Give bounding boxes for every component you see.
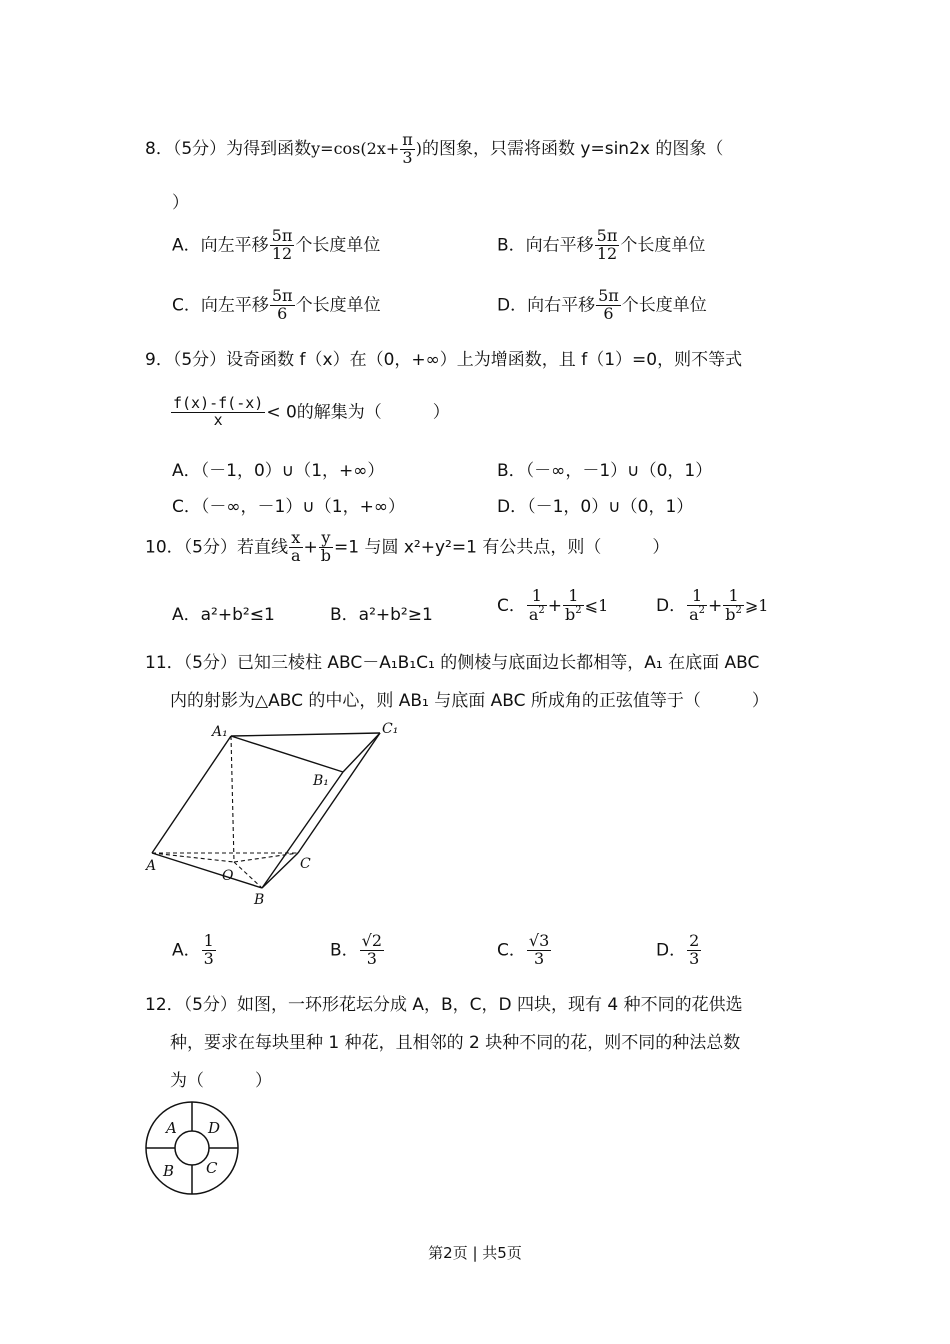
q8-stem <box>145 132 723 167</box>
frac-den: 3 <box>203 948 214 968</box>
q8-pi: π <box>402 130 413 149</box>
frac-den <box>723 606 744 624</box>
q9-rest: < 0的解集为（ ） <box>266 402 450 423</box>
q9-option-d: D．（－1，0）∪（0，1） <box>497 497 694 517</box>
frac-num: y <box>321 528 331 547</box>
exp: 2 <box>735 604 742 616</box>
option-label: D． <box>656 940 687 961</box>
option-suffix: 个长度单位 <box>621 295 707 316</box>
frac-num: 2 <box>689 931 700 950</box>
exp: 2 <box>575 604 582 616</box>
frac-den: 3 <box>366 948 377 968</box>
option-fraction <box>202 933 216 968</box>
q9-stem: 9．（5分）设奇函数 f（x）在（0，+∞）上为增函数，且 f（1）=0，则不等式 <box>145 350 743 370</box>
option-label: D．向右平移 <box>497 295 596 316</box>
q10-stem <box>145 530 669 565</box>
height-a1o <box>231 736 234 862</box>
option-fraction <box>270 228 295 263</box>
edge-cc1 <box>298 733 380 853</box>
option-fraction <box>270 288 295 323</box>
edge-bc <box>262 853 298 888</box>
frac-num: 1 <box>203 931 214 950</box>
q8-option-b <box>497 228 705 263</box>
q10-x-over-a <box>289 530 303 565</box>
option-fraction <box>595 228 620 263</box>
q11-option-d <box>656 933 702 968</box>
q11-line1: 11．（5分）已知三棱柱 ABC－A₁B₁C₁ 的侧棱与底面边长都相等，A₁ 在底面 ABC <box>145 653 760 673</box>
q10-prefix: 10．（5分）若直线 <box>145 537 288 558</box>
frac-den: x <box>213 410 223 429</box>
base: a <box>528 604 539 624</box>
q8-func-prefix: y=cos(2x+ <box>311 138 400 158</box>
q10-plus: + <box>303 537 318 558</box>
label-b: B <box>254 892 265 908</box>
option-suffix: 个长度单位 <box>620 235 706 256</box>
frac-num: 1 <box>527 588 547 606</box>
q8-option-d <box>497 288 707 323</box>
q10-option-a: A．a²+b²≤1 <box>172 605 275 625</box>
q8-option-a <box>172 228 380 263</box>
label-b1: B₁ <box>313 773 329 789</box>
q10-option-b: B．a²+b²≥1 <box>330 605 433 625</box>
option-fraction <box>687 933 701 968</box>
option-label: C． <box>497 595 526 616</box>
frac-1-over-a2 <box>527 588 547 624</box>
q8-close: ） <box>172 193 189 213</box>
q8-option-c <box>172 288 381 323</box>
q8-three: 3 <box>402 147 413 167</box>
le-one: ⩽1 <box>584 595 609 615</box>
frac-num: √3 <box>528 931 550 950</box>
option-label: A．向左平移 <box>172 235 269 256</box>
q8-function <box>311 130 423 167</box>
region-d-label: D <box>208 1119 221 1137</box>
edge-ab <box>152 853 262 888</box>
base: a <box>689 604 699 624</box>
frac-num: 1 <box>563 588 584 606</box>
label-c: C <box>300 856 311 872</box>
frac-den <box>687 606 707 624</box>
label-a: A <box>146 858 157 874</box>
option-fraction <box>596 288 621 323</box>
inner-circle <box>175 1131 209 1165</box>
frac-den <box>527 606 547 624</box>
q9-option-c: C．（－∞，－1）∪（1，+∞） <box>172 497 406 517</box>
q10-option-d <box>656 588 768 624</box>
region-a-label: A <box>166 1119 177 1137</box>
exp: 2 <box>538 604 545 616</box>
q8-number: 8．（5分）为得到函数 <box>145 138 312 159</box>
edge-aa1 <box>152 736 231 853</box>
ring-garden-figure <box>140 1100 250 1200</box>
q8-pi-over-3 <box>400 132 415 167</box>
frac-1-over-b2 <box>723 588 744 624</box>
base: b <box>565 604 576 624</box>
frac-den: b <box>320 545 331 565</box>
frac-1-over-b2 <box>563 588 584 624</box>
frac-num: 1 <box>723 588 744 606</box>
plus: + <box>708 595 723 616</box>
q8-func-suffix: ) <box>415 138 423 158</box>
q10-option-c <box>497 588 608 624</box>
option-label: C． <box>497 940 526 961</box>
exp: 2 <box>698 604 706 616</box>
frac-den: 6 <box>603 303 614 323</box>
plus: + <box>547 595 563 616</box>
edge-a1b1 <box>231 736 343 772</box>
frac-den: 12 <box>271 243 293 263</box>
q9-inequality <box>170 396 450 429</box>
frac-num: √2 <box>361 931 383 950</box>
option-label: C．向左平移 <box>172 295 269 316</box>
frac-num: x <box>291 528 301 547</box>
frac-1-over-a2 <box>687 588 707 624</box>
option-fraction <box>527 933 551 968</box>
page-footer: 第2页 | 共5页 <box>428 1244 522 1262</box>
frac-den: a <box>290 545 301 565</box>
edge-a1c1 <box>231 733 380 736</box>
option-suffix: 个长度单位 <box>295 295 381 316</box>
label-c1: C₁ <box>382 721 399 737</box>
option-label: A． <box>172 940 201 961</box>
q10-y-over-b <box>319 530 333 565</box>
q11-option-b <box>330 933 385 968</box>
q12-line3: 为（ ） <box>170 1071 272 1091</box>
label-o: O <box>222 868 234 884</box>
q9-fraction <box>171 396 265 429</box>
frac-den: 3 <box>689 948 700 968</box>
q9-option-a: A．（－1，0）∪（1，+∞） <box>172 461 385 481</box>
q12-line2: 种，要求在每块里种 1 种花，且相邻的 2 块种不同的花，则不同的种法总数 <box>170 1033 741 1053</box>
frac-num: 5π <box>598 286 619 305</box>
option-label: B．向右平移 <box>497 235 594 256</box>
frac-num: f(x)-f(-x) <box>173 394 264 412</box>
q11-line2: 内的射影为△ABC 的中心，则 AB₁ 与底面 ABC 所成角的正弦值等于（ ） <box>170 691 769 711</box>
ge-one: ⩾1 <box>744 595 769 615</box>
frac-num: 1 <box>687 588 707 606</box>
region-c-label: C <box>206 1159 218 1177</box>
q10-suffix: =1 与圆 x²+y²=1 有公共点，则（ ） <box>334 537 670 558</box>
region-b-label: B <box>163 1162 175 1180</box>
q12-line1: 12．（5分）如图，一环形花坛分成 A，B，C，D 四块，现有 4 种不同的花供选 <box>145 995 743 1015</box>
line-oc <box>234 853 298 862</box>
option-fraction <box>360 933 384 968</box>
q8-text2: 的图象，只需将函数 y=sin2x 的图象（ <box>422 138 724 159</box>
frac-num: 5π <box>596 226 618 245</box>
q9-option-b: B．（－∞，－1）∪（0，1） <box>497 461 713 481</box>
frac-den: 3 <box>533 948 545 968</box>
prism-figure <box>140 718 410 910</box>
option-label: D． <box>656 595 687 616</box>
frac-num: 5π <box>271 286 293 305</box>
base: b <box>725 604 736 624</box>
frac-den: 6 <box>277 303 288 323</box>
frac-den: 12 <box>596 243 618 263</box>
option-suffix: 个长度单位 <box>295 235 381 256</box>
label-a1: A₁ <box>212 724 228 740</box>
option-label: B． <box>330 940 359 961</box>
q11-option-c <box>497 933 552 968</box>
q11-option-a <box>172 933 217 968</box>
edge-b1c1 <box>343 733 380 772</box>
frac-num: 5π <box>271 226 293 245</box>
frac-den <box>563 606 584 624</box>
